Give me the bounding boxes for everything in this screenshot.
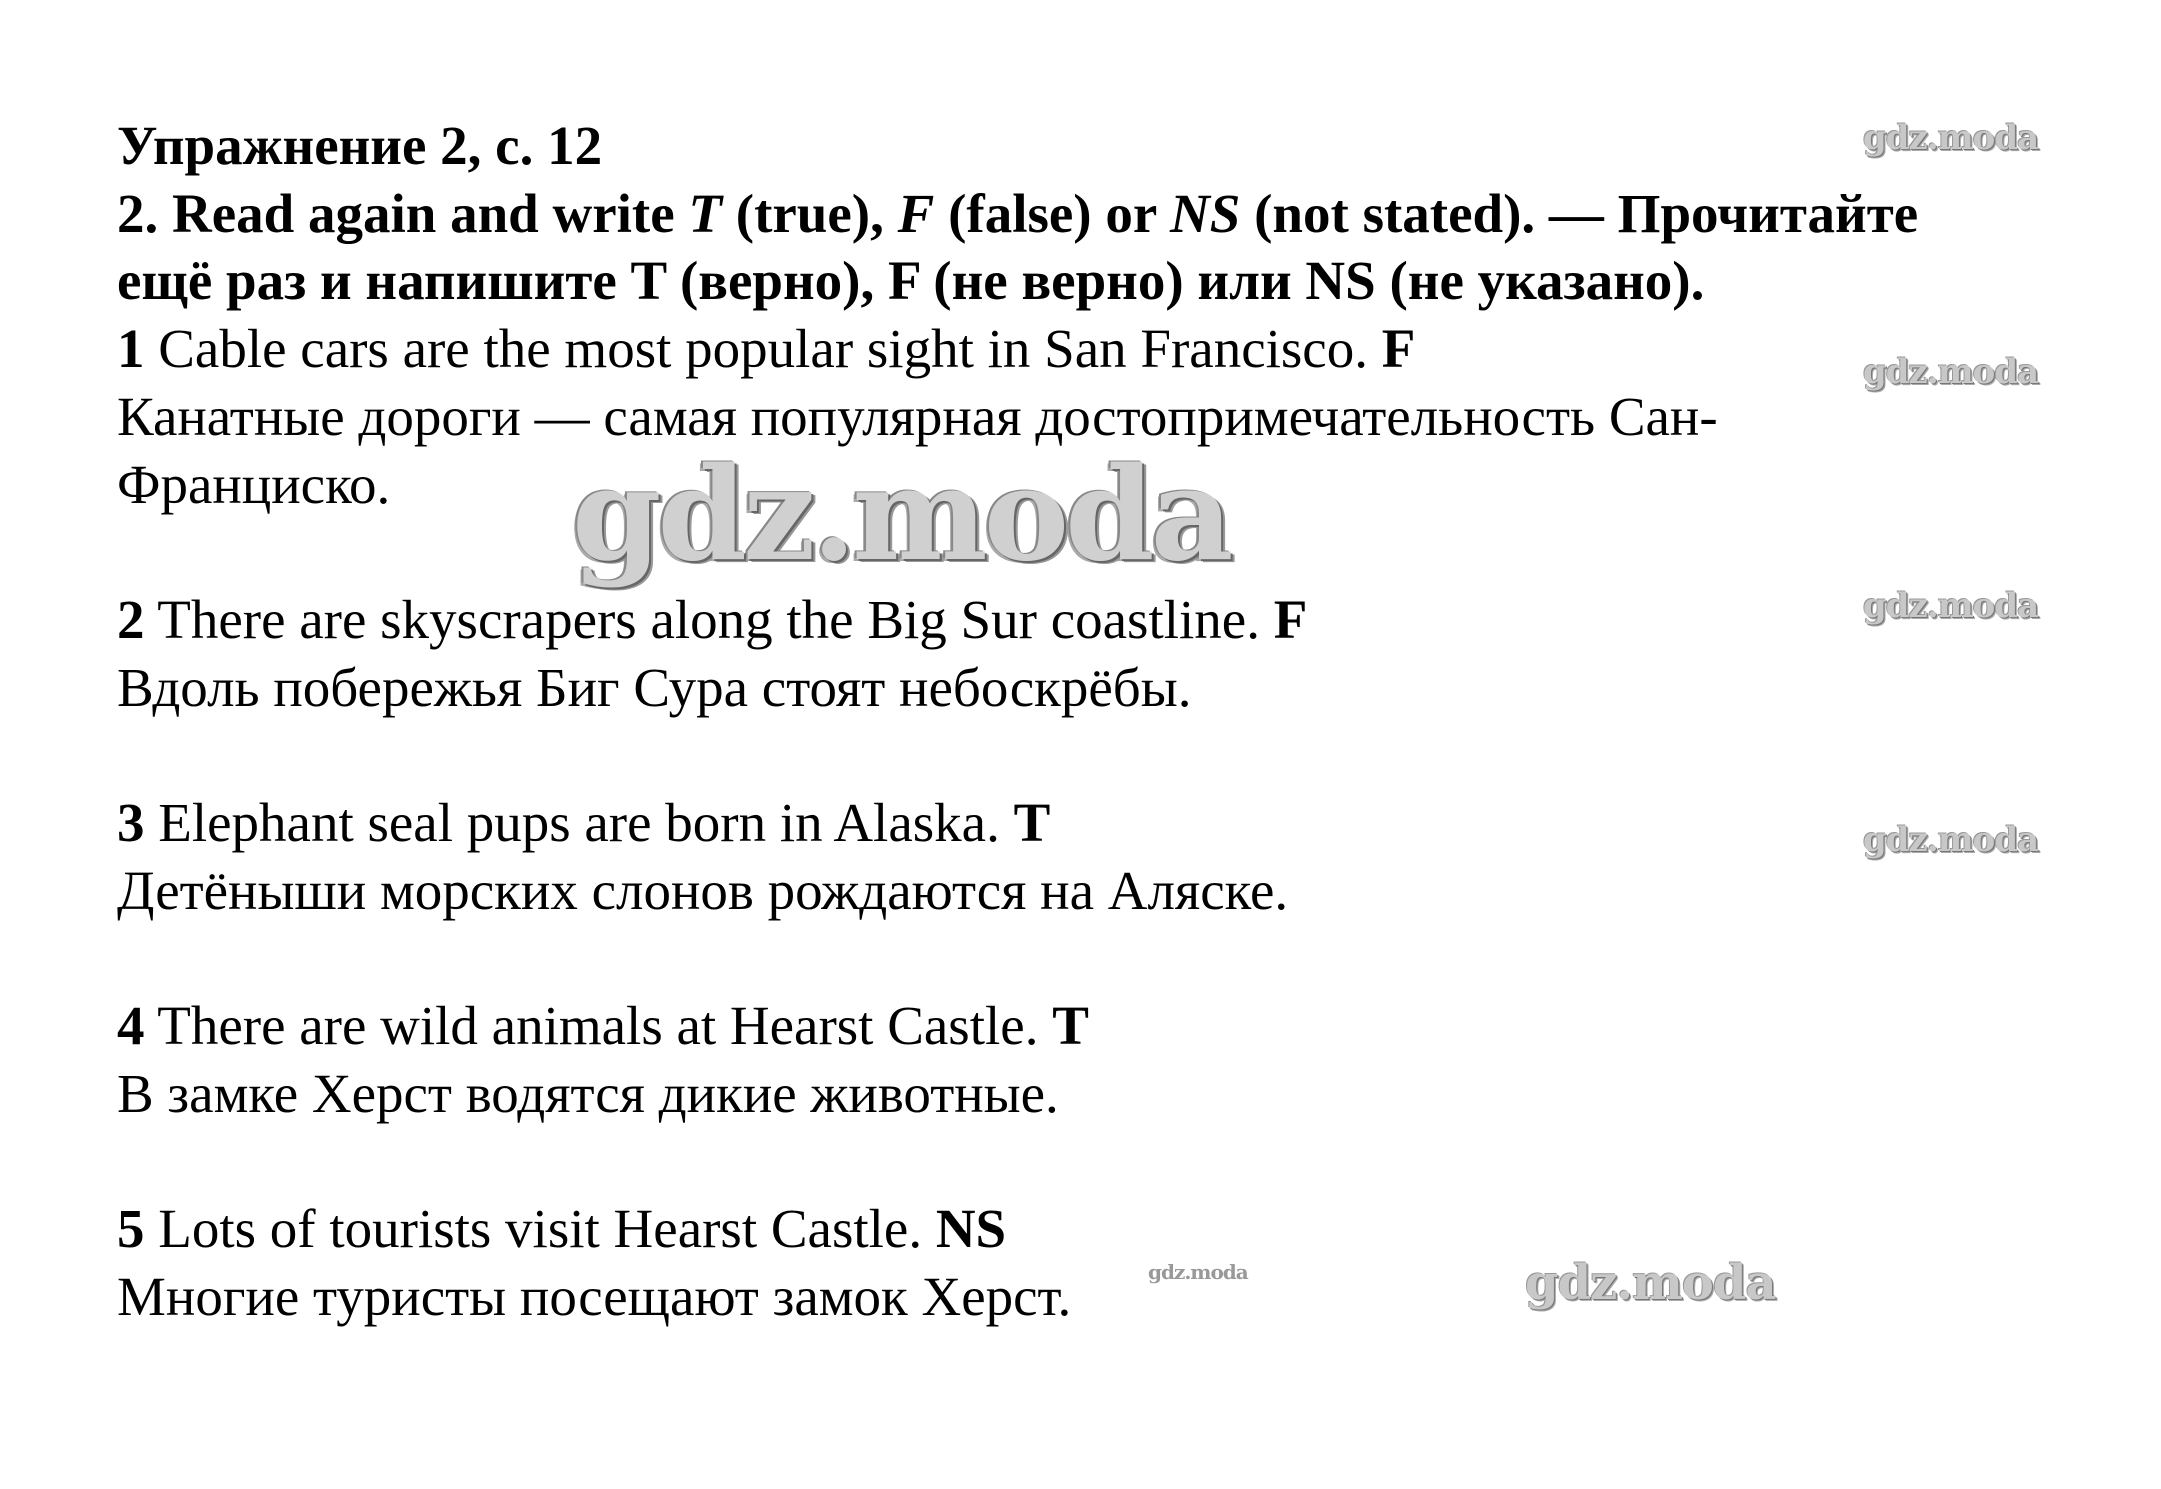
item-answer: NS bbox=[935, 1198, 1007, 1259]
item-statement: There are wild animals at Hearst Castle. bbox=[144, 995, 1053, 1056]
item-3-russian: Детёныши морских слонов рождаются на Аляске. bbox=[117, 860, 1289, 921]
watermark-tiny: gdz.moda bbox=[1148, 1260, 1248, 1284]
task-ns-text: (not stated). — Прочитайте bbox=[1240, 183, 1919, 244]
item-answer: T bbox=[1013, 792, 1051, 853]
item-2-russian: Вдоль побережья Биг Сура стоят небоскрёбы. bbox=[117, 657, 1192, 718]
watermark: gdz.moda bbox=[1525, 1255, 1776, 1311]
watermark: gdz.moda bbox=[1863, 118, 2039, 158]
item-number: 5 bbox=[117, 1198, 145, 1259]
exercise-heading: Упражнение 2, с. 12 bbox=[117, 115, 603, 176]
item-number: 3 bbox=[117, 792, 145, 853]
item-answer: F bbox=[1381, 318, 1416, 379]
item-4-english bbox=[117, 993, 1089, 1059]
task-prefix: 2. Read again and write bbox=[117, 183, 689, 244]
item-answer: F bbox=[1273, 589, 1308, 650]
watermark-large: gdz.moda bbox=[572, 440, 1230, 590]
task-t-letter: T bbox=[688, 183, 723, 244]
item-1-english bbox=[117, 316, 1415, 382]
item-1-russian-line-1: Канатные дороги — самая популярная достопримечательность Сан- bbox=[117, 386, 1718, 447]
task-instruction-line-1 bbox=[117, 181, 1918, 247]
task-instruction-line-2: ещё раз и напишите T (верно), F (не верно) или NS (не указано). bbox=[117, 250, 1705, 311]
item-number: 1 bbox=[117, 318, 145, 379]
item-answer: T bbox=[1052, 995, 1089, 1056]
item-statement: Cable cars are the most popular sight in San Francisco. bbox=[144, 318, 1382, 379]
item-5-english bbox=[117, 1196, 1006, 1262]
item-5-russian: Многие туристы посещают замок Херст. bbox=[117, 1266, 1072, 1327]
watermark: gdz.moda bbox=[1863, 586, 2039, 626]
item-number: 4 bbox=[117, 995, 145, 1056]
item-statement: Elephant seal pups are born in Alaska. bbox=[144, 792, 1014, 853]
item-1-russian-line-2: Франциско. bbox=[117, 454, 391, 515]
task-t-text: (true), bbox=[722, 183, 898, 244]
item-2-english bbox=[117, 587, 1307, 653]
item-4-russian: В замке Херст водятся дикие животные. bbox=[117, 1063, 1059, 1124]
task-f-text: (false) or bbox=[934, 183, 1171, 244]
task-f-letter: F bbox=[897, 183, 935, 244]
item-number: 2 bbox=[117, 589, 145, 650]
watermark: gdz.moda bbox=[1863, 352, 2039, 392]
task-ns-letter: NS bbox=[1170, 183, 1241, 244]
item-statement: There are skyscrapers along the Big Sur coastline. bbox=[144, 589, 1274, 650]
item-3-english bbox=[117, 790, 1050, 856]
item-statement: Lots of tourists visit Hearst Castle. bbox=[144, 1198, 936, 1259]
watermark: gdz.moda bbox=[1863, 820, 2039, 860]
